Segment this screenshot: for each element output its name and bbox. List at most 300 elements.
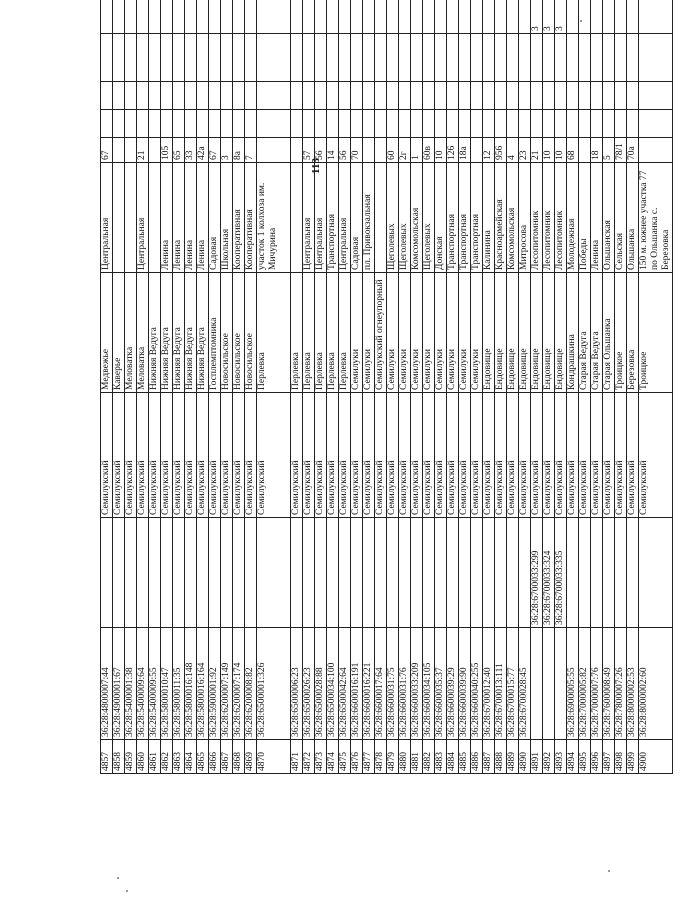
table-row	[603, 0, 615, 774]
table-cell	[339, 0, 351, 34]
table-cell: Семилукский	[125, 393, 137, 518]
table-cell: Ендовище	[531, 273, 543, 393]
table-cell: 36:28:6600031:76	[399, 628, 411, 740]
table-cell	[375, 110, 387, 138]
table-cell	[101, 518, 113, 628]
table-cell: Школьная	[221, 163, 233, 273]
table-cell: Семилукский	[411, 393, 423, 518]
table-row	[531, 0, 543, 774]
table-cell: Комсомольская	[507, 163, 519, 273]
table-cell: Садовая	[209, 163, 221, 273]
table-cell	[495, 0, 507, 34]
table-cell: 150 м. южнее участка 77 по Ольшанка с. Березовка	[639, 163, 673, 273]
table-cell	[221, 0, 233, 34]
table-cell: 21	[531, 138, 543, 163]
table-cell	[245, 518, 257, 628]
table-cell: 36:28:6700033:324	[543, 518, 555, 628]
table-cell	[185, 0, 197, 34]
table-cell	[531, 628, 543, 740]
table-cell	[113, 34, 125, 82]
table-row	[185, 0, 197, 774]
table-cell	[543, 82, 555, 110]
table-cell: Ендовище	[483, 273, 495, 393]
table-cell: Семилукский	[173, 393, 185, 518]
table-cell	[315, 518, 327, 628]
table-row	[363, 0, 375, 774]
table-cell	[101, 34, 113, 82]
table-cell	[399, 0, 411, 34]
table-cell: Семилукский	[603, 393, 615, 518]
table-cell	[375, 163, 387, 273]
table-row	[579, 0, 591, 774]
table-cell: Семилукский	[185, 393, 197, 518]
table-cell	[303, 0, 315, 34]
table-cell: 4866	[209, 740, 221, 774]
table-cell: 60в	[423, 138, 435, 163]
table-cell	[555, 34, 567, 82]
table-cell	[303, 518, 315, 628]
table-cell	[567, 82, 579, 110]
table-cell: Лесопитомник	[543, 163, 555, 273]
table-cell	[483, 82, 495, 110]
table-cell	[173, 0, 185, 34]
table-cell: Молодежная	[567, 163, 579, 273]
table-row	[411, 0, 423, 774]
table-cell	[375, 34, 387, 82]
table-row	[495, 0, 507, 774]
table-cell: 36:28:5400009:55	[149, 628, 161, 740]
table-cell	[579, 138, 591, 163]
table-cell	[399, 34, 411, 82]
table-cell: 36:28:6600034:105	[423, 628, 435, 740]
table-cell: 4885	[459, 740, 471, 774]
table-cell: Центральная	[101, 163, 113, 273]
table-cell	[423, 110, 435, 138]
table-cell: Семилукский	[363, 393, 375, 518]
table-cell	[543, 110, 555, 138]
table-cell	[531, 82, 543, 110]
page-number: 113	[310, 158, 322, 174]
table-cell: Семилукский	[627, 393, 639, 518]
table-cell	[615, 0, 627, 34]
table-cell: 4899	[627, 740, 639, 774]
table-cell	[591, 34, 603, 82]
table-row	[197, 0, 209, 774]
table-cell: Новосильское	[221, 273, 233, 393]
table-cell	[113, 518, 125, 628]
table-cell: 21	[137, 138, 149, 163]
table-row	[137, 0, 149, 774]
table-cell: 36:28:6600040:255	[471, 628, 483, 740]
table-cell: 4868	[233, 740, 245, 774]
table-cell	[291, 110, 303, 138]
table-cell: 36:28:6200008:82	[245, 628, 257, 740]
table-cell	[149, 82, 161, 110]
table-cell: 36:28:7800007:26	[615, 628, 627, 740]
table-cell: Семилуки	[387, 273, 399, 393]
table-cell	[447, 518, 459, 628]
table-cell: 36:28:6700033:299	[531, 518, 543, 628]
table-cell	[507, 518, 519, 628]
table-cell	[161, 0, 173, 34]
table-row	[315, 0, 327, 774]
table-cell: Красноармейская	[495, 163, 507, 273]
table-cell	[483, 0, 495, 34]
table-cell: Семилукский	[387, 393, 399, 518]
table-cell: Семилукский	[303, 393, 315, 518]
table-cell: 36:28:8000002:60	[639, 628, 673, 740]
table-cell: 4886	[471, 740, 483, 774]
registry-table	[100, 0, 673, 774]
table-cell	[185, 110, 197, 138]
table-row	[483, 0, 495, 774]
table-cell	[327, 518, 339, 628]
table-cell	[435, 518, 447, 628]
table-cell	[113, 163, 125, 273]
table-row	[507, 0, 519, 774]
table-cell	[125, 163, 137, 273]
table-cell	[519, 82, 531, 110]
table-cell: Центральная	[339, 163, 351, 273]
table-cell	[363, 0, 375, 34]
table-cell	[257, 518, 291, 628]
table-cell	[471, 138, 483, 163]
table-cell: 4873	[315, 740, 327, 774]
table-cell: 3	[221, 138, 233, 163]
table-cell	[603, 110, 615, 138]
table-cell: Щеголевых	[423, 163, 435, 273]
table-cell: Перлевка	[303, 273, 315, 393]
table-cell: Семилуки	[447, 273, 459, 393]
table-cell	[579, 110, 591, 138]
table-cell: 36:28:5900001:92	[209, 628, 221, 740]
table-cell	[483, 110, 495, 138]
table-row	[459, 0, 471, 774]
table-cell	[423, 518, 435, 628]
table-cell: Старая Ольшанка	[603, 273, 615, 393]
scan-speck	[608, 870, 610, 872]
table-cell: Садовая	[351, 163, 363, 273]
table-row	[113, 0, 125, 774]
table-cell: 7	[245, 138, 257, 163]
table-cell	[387, 82, 399, 110]
table-cell	[603, 0, 615, 34]
table-cell: Семилукский	[459, 393, 471, 518]
table-cell: Ольшанская	[603, 163, 615, 273]
table-cell: 33	[185, 138, 197, 163]
table-row	[591, 0, 603, 774]
table-cell	[459, 34, 471, 82]
table-cell	[627, 518, 639, 628]
table-cell: 4867	[221, 740, 233, 774]
table-cell: Ендовище	[495, 273, 507, 393]
table-row	[375, 0, 387, 774]
table-row	[471, 0, 483, 774]
table-cell: Семилукский	[555, 393, 567, 518]
table-cell: Семилуки	[435, 273, 447, 393]
table-cell	[411, 110, 423, 138]
table-cell: 36:28:5800010:47	[161, 628, 173, 740]
table-cell: Семилуки	[459, 273, 471, 393]
table-cell: Комсомольская	[411, 163, 423, 273]
table-cell: 4859	[125, 740, 137, 774]
table-cell: Щеголевых	[387, 163, 399, 273]
table-cell: Транспортная	[459, 163, 471, 273]
table-cell	[591, 110, 603, 138]
table-cell	[257, 0, 291, 34]
table-cell	[233, 110, 245, 138]
table-row	[423, 0, 435, 774]
table-cell: Каверье	[113, 273, 125, 393]
table-cell: 36:28:6700013:111	[495, 628, 507, 740]
table-cell: 36:28:6700012:40	[483, 628, 495, 740]
table-cell: 36:28:6600039:29	[447, 628, 459, 740]
table-cell: Лесопитомник	[555, 163, 567, 273]
table-cell: Нижняя Ведуга	[161, 273, 173, 393]
scan-speck	[126, 890, 128, 892]
table-cell: Семилуки	[471, 273, 483, 393]
table-cell: Ленина	[185, 163, 197, 273]
table-cell	[639, 82, 673, 110]
table-cell: Нижняя Ведуга	[149, 273, 161, 393]
table-cell	[339, 34, 351, 82]
table-cell: 70	[351, 138, 363, 163]
table-cell: Ендовище	[543, 273, 555, 393]
table-cell	[615, 518, 627, 628]
table-cell	[603, 82, 615, 110]
table-cell	[197, 82, 209, 110]
table-cell	[627, 34, 639, 82]
table-cell	[161, 518, 173, 628]
table-row	[615, 0, 627, 774]
table-cell: 36:28:6700015:77	[507, 628, 519, 740]
table-cell: Семилукский	[327, 393, 339, 518]
table-cell: 36:28:5400001:38	[125, 628, 137, 740]
table-cell	[233, 518, 245, 628]
table-cell	[567, 110, 579, 138]
table-cell	[459, 518, 471, 628]
table-row	[567, 0, 579, 774]
table-cell	[615, 82, 627, 110]
table-cell: Перлевка	[315, 273, 327, 393]
table-cell	[483, 518, 495, 628]
table-cell: Семилукский	[161, 393, 173, 518]
table-cell: Нижняя Ведуга	[197, 273, 209, 393]
table-cell: Центральная	[315, 163, 327, 273]
table-cell: 4878	[375, 740, 387, 774]
table-cell	[339, 110, 351, 138]
table-cell: Старая Ведуга	[591, 273, 603, 393]
table-row	[555, 0, 567, 774]
table-cell	[339, 518, 351, 628]
table-cell: Медвежье	[101, 273, 113, 393]
table-cell	[615, 34, 627, 82]
table-cell: 10	[555, 138, 567, 163]
table-row	[161, 0, 173, 774]
table-cell	[351, 82, 363, 110]
table-cell: Новосильское	[233, 273, 245, 393]
table-cell	[113, 110, 125, 138]
table-cell	[245, 34, 257, 82]
table-cell: Семилукский	[615, 393, 627, 518]
table-cell: 18а	[459, 138, 471, 163]
table-cell: 67	[209, 138, 221, 163]
table-cell	[221, 82, 233, 110]
table-cell	[327, 82, 339, 110]
table-cell: Троицкое	[615, 273, 627, 393]
table-cell	[459, 0, 471, 34]
table-cell	[221, 110, 233, 138]
table-cell	[137, 82, 149, 110]
table-cell	[291, 518, 303, 628]
table-cell	[351, 110, 363, 138]
table-cell: 4889	[507, 740, 519, 774]
table-cell	[591, 82, 603, 110]
table-cell	[363, 110, 375, 138]
table-cell: Семилуки	[411, 273, 423, 393]
table-cell: Перлевка	[339, 273, 351, 393]
table-cell	[543, 628, 555, 740]
table-cell: 2г	[399, 138, 411, 163]
table-cell: Семилукский	[221, 393, 233, 518]
table-cell: 4870	[257, 740, 291, 774]
table-cell	[149, 518, 161, 628]
table-cell: Троицкое	[639, 273, 673, 393]
table-cell	[173, 82, 185, 110]
table-cell: Семилуки	[363, 273, 375, 393]
table-cell: 36:28:5800016:164	[197, 628, 209, 740]
table-row	[543, 0, 555, 774]
table-cell	[411, 82, 423, 110]
table-row	[149, 0, 161, 774]
table-cell	[257, 82, 291, 110]
table-cell: Транспортная	[327, 163, 339, 273]
table-cell: 3	[531, 0, 543, 34]
table-cell	[257, 34, 291, 82]
table-cell: 36:28:6600031:75	[387, 628, 399, 740]
table-cell	[579, 34, 591, 82]
table-cell: Семилукский	[375, 393, 387, 518]
table-cell	[327, 34, 339, 82]
table-cell: Семилукский	[315, 393, 327, 518]
table-row	[233, 0, 245, 774]
table-cell	[375, 0, 387, 34]
table-cell	[387, 110, 399, 138]
table-cell: 4881	[411, 740, 423, 774]
table-cell	[507, 34, 519, 82]
table-cell	[197, 0, 209, 34]
table-cell: 4869	[245, 740, 257, 774]
table-cell	[555, 628, 567, 740]
table-cell: Нижняя Ведуга	[173, 273, 185, 393]
table-cell: 36:28:6500034:100	[327, 628, 339, 740]
table-cell: 57	[303, 138, 315, 163]
table-cell: 3	[555, 0, 567, 34]
table-row	[101, 0, 113, 774]
table-cell: пл. Привокзальная	[363, 163, 375, 273]
table-cell	[375, 82, 387, 110]
table-cell	[471, 110, 483, 138]
table-cell: 36:28:6200007:149	[221, 628, 233, 740]
table-cell: 4857	[101, 740, 113, 774]
table-cell: Донская	[435, 163, 447, 273]
table-cell: 60	[387, 138, 399, 163]
table-cell: 36:28:6600016:221	[363, 628, 375, 740]
table-cell: Ленина	[173, 163, 185, 273]
table-cell	[245, 82, 257, 110]
table-cell: Семилукский	[543, 393, 555, 518]
table-cell	[435, 82, 447, 110]
table-row	[245, 0, 257, 774]
table-cell: 36:28:5800016:148	[185, 628, 197, 740]
table-cell	[161, 82, 173, 110]
table-cell: 65	[173, 138, 185, 163]
table-cell: Семилукский	[507, 393, 519, 518]
rotated-registry-sheet	[100, 0, 686, 774]
table-cell: Ольшанка	[627, 163, 639, 273]
table-cell	[125, 110, 137, 138]
table-cell	[257, 110, 291, 138]
table-cell	[363, 82, 375, 110]
table-cell: 4898	[615, 740, 627, 774]
table-cell: 4896	[591, 740, 603, 774]
table-cell	[507, 110, 519, 138]
table-cell	[221, 34, 233, 82]
table-cell	[101, 82, 113, 110]
table-cell	[555, 82, 567, 110]
table-cell	[149, 163, 161, 273]
table-cell: 4863	[173, 740, 185, 774]
table-cell	[149, 138, 161, 163]
table-row	[173, 0, 185, 774]
table-row	[327, 0, 339, 774]
table-cell: 105	[161, 138, 173, 163]
table-cell	[639, 34, 673, 82]
table-cell: Ендовище	[519, 273, 531, 393]
table-cell	[209, 110, 221, 138]
table-cell	[363, 518, 375, 628]
table-cell: 4877	[363, 740, 375, 774]
table-cell	[639, 110, 673, 138]
table-cell	[291, 34, 303, 82]
table-cell: Транспортная	[471, 163, 483, 273]
table-cell	[639, 138, 673, 163]
table-cell	[197, 34, 209, 82]
table-cell: Семилукский	[567, 393, 579, 518]
table-cell: Семилукский	[591, 393, 603, 518]
table-cell: 36:28:6700028:45	[519, 628, 531, 740]
table-cell: 4893	[555, 740, 567, 774]
table-row	[519, 0, 531, 774]
table-cell: 4888	[495, 740, 507, 774]
table-cell	[185, 518, 197, 628]
scan-speck	[117, 877, 119, 879]
table-cell	[125, 0, 137, 34]
table-cell: Семилуки	[399, 273, 411, 393]
table-cell: Транспортная	[447, 163, 459, 273]
table-cell: 36:28:5400009:64	[137, 628, 149, 740]
table-cell	[149, 0, 161, 34]
table-row	[447, 0, 459, 774]
table-cell: Семилукский	[113, 393, 125, 518]
table-cell	[519, 110, 531, 138]
table-cell	[173, 34, 185, 82]
table-cell	[291, 138, 303, 163]
table-cell: 36:28:8000002:53	[627, 628, 639, 740]
table-cell: Семилукский	[257, 393, 291, 518]
table-cell: Семилукский	[291, 393, 303, 518]
table-cell	[363, 138, 375, 163]
